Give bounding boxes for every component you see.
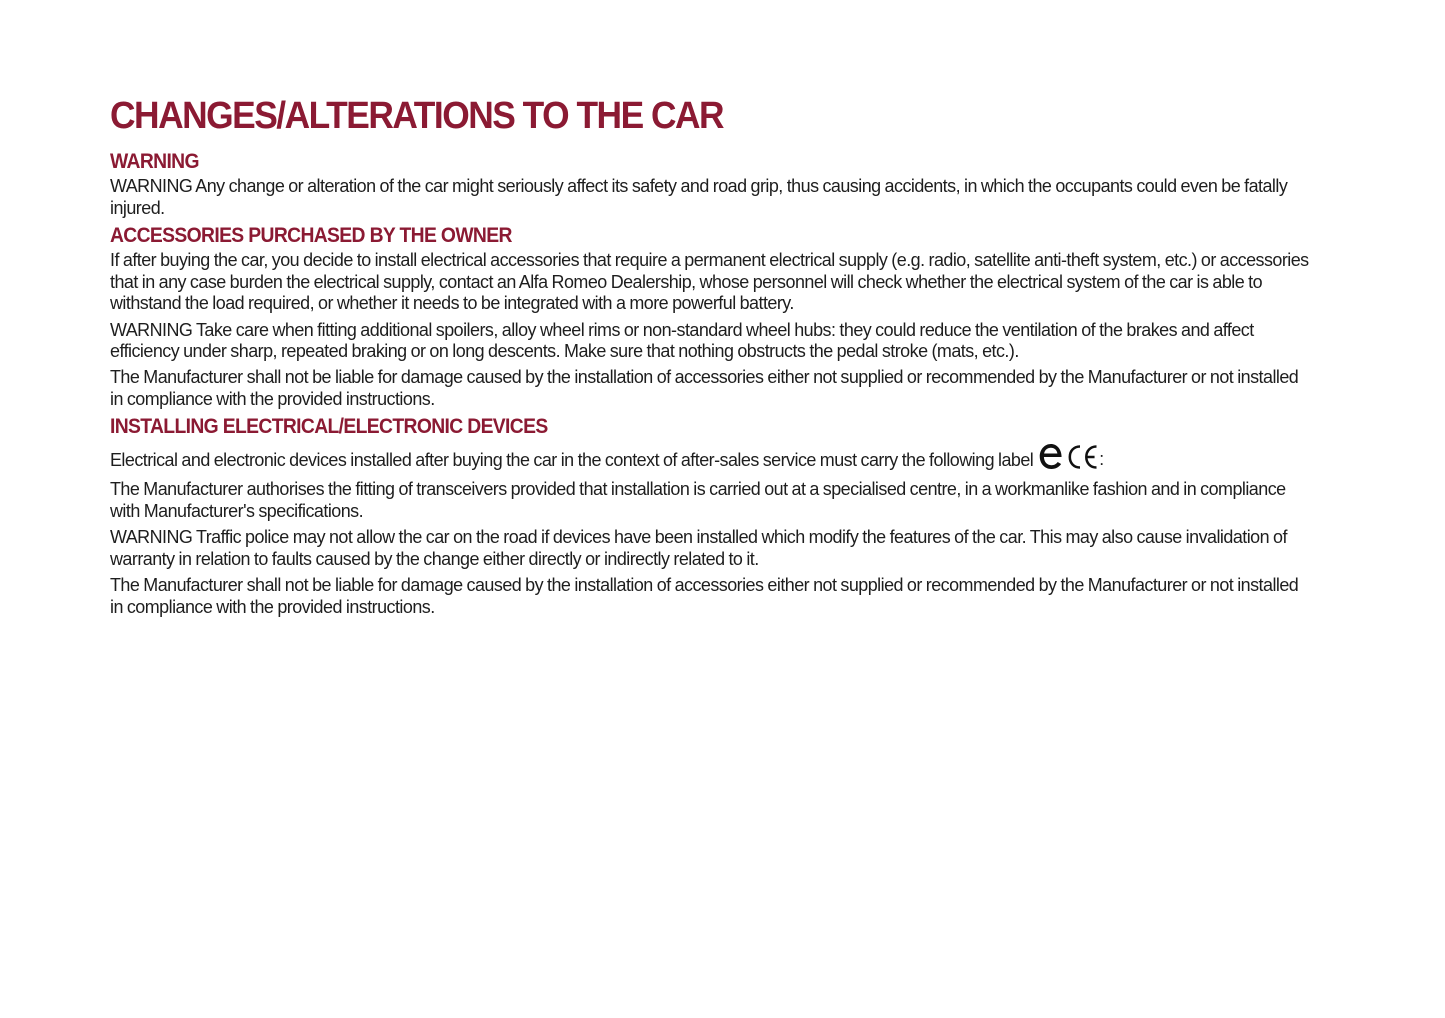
section-heading-electrical-devices: INSTALLING ELECTRICAL/ELECTRONIC DEVICES xyxy=(110,415,548,439)
manual-page xyxy=(110,93,1315,622)
section-heading-warning: WARNING xyxy=(110,150,199,173)
traffic-police-warning-paragraph: WARNING Traffic police may not allow the car on the road if devices have been installed which modify the features of the car. This may also cause invalidation of warranty in relation to faults caused by the change either directly or indirectly related to it. xyxy=(110,526,1287,569)
page-title: CHANGES/ALTERATIONS TO THE CAR xyxy=(110,95,724,137)
devices-liability-paragraph: The Manufacturer shall not be liable for damage caused by the installation of accessories either not supplied or recommended by the Manufacturer or not installed in compliance with the provided instructions. xyxy=(110,574,1299,617)
transceivers-paragraph: The Manufacturer authorises the fitting of transceivers provided that installation is carried out at a specialised centre, in a workmanlike fashion and in compliance with Manufacturer's specifications. xyxy=(110,478,1286,522)
label-requirement-text: Electrical and electronic devices installed after buying the car in the context of after-sales service must carry the following label xyxy=(110,448,1034,470)
warning-paragraph: WARNING Any change or alteration of the car might seriously affect its safety and road grip, thus causing accidents, in which the occupants could even be fatally injured. xyxy=(110,175,1288,218)
section-warning xyxy=(110,149,1315,218)
accessories-paragraph-spoilers-warning: WARNING Take care when fitting additional spoilers, alloy wheel rims or non-standard wheel hubs: they could reduce the ventilation of the brakes and affect efficiency under sharp, repeated braking or on long descents. Make sure that nothing obstructs the pedal stroke (mats, etc.). xyxy=(110,318,1254,362)
accessories-paragraph-electrical: If after buying the car, you decide to install electrical accessories that require a permanent electrical supply (e.g. radio, satellite anti-theft system, etc.) or accessories that in any case burden the electrical supply, contact an Alfa Romeo Dealership, whose personnel will check whether the electrical system of the car is able to withstand the load required, or whether it needs to be integrated with a more powerful battery. xyxy=(110,248,1309,314)
accessories-paragraph-liability: The Manufacturer shall not be liable for damage caused by the installation of accessories either not supplied or recommended by the Manufacturer or not installed in compliance with the provided instructions. xyxy=(110,366,1299,410)
section-accessories xyxy=(110,223,1315,410)
label-requirement-paragraph xyxy=(110,440,1313,470)
section-heading-accessories: ACCESSORIES PURCHASED BY THE OWNER xyxy=(110,223,512,247)
section-electrical-devices xyxy=(110,414,1315,617)
label-colon: : xyxy=(1099,449,1104,470)
e-ce-mark-icon xyxy=(1037,440,1099,470)
